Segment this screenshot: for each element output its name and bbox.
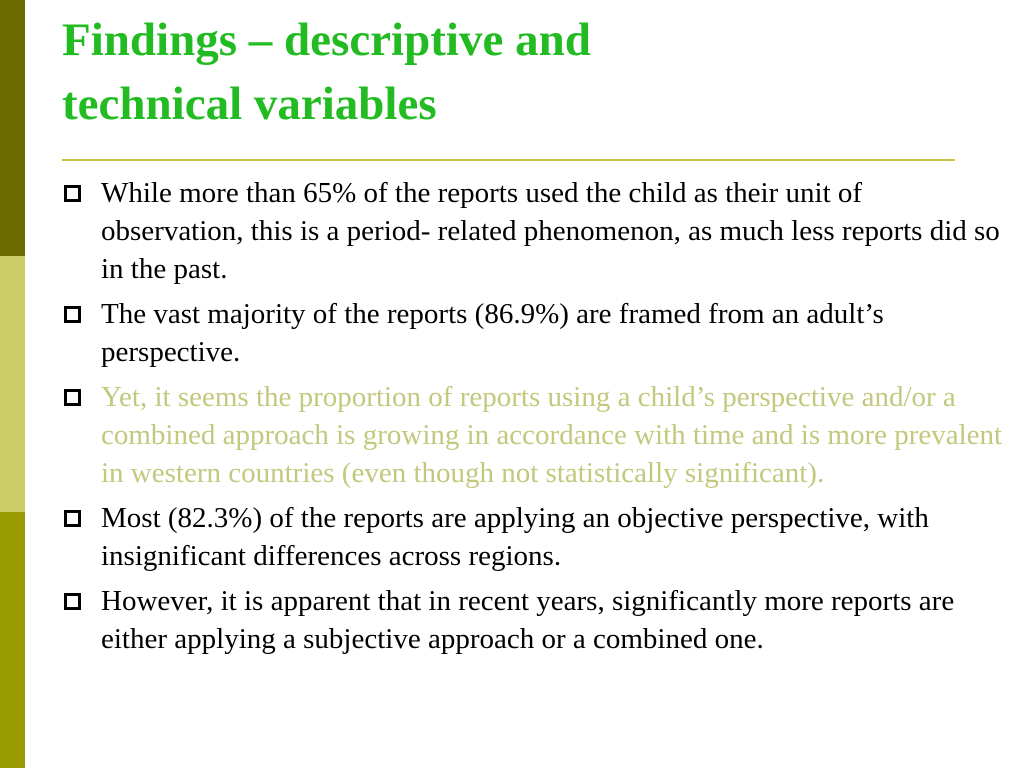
bullet-text: Most (82.3%) of the reports are applying an objective perspective, with insignificant differences across regions. [101,502,929,572]
sidebar-segment-middle [0,256,25,512]
bullet-item [64,174,1004,288]
square-bullet-icon [64,510,81,527]
bullet-item [64,582,1004,658]
bullet-text: While more than 65% of the reports used the child as their unit of observation, this is a period- related phenomenon, as much less reports did so in the past. [101,177,1000,285]
square-bullet-icon [64,389,81,406]
bullet-list [64,174,1004,665]
square-bullet-icon [64,306,81,323]
square-bullet-icon [64,185,81,202]
title-divider [62,159,955,161]
slide-title [62,8,982,136]
bullet-text: Yet, it seems the proportion of reports using a child’s perspective and/or a combined approach is growing in accordance with time and is more prevalent in western countries (even though not statistically significant). [101,381,1003,489]
bullet-item [64,499,1004,575]
slide-title-line-1: Findings – descriptive and [62,14,591,66]
bullet-item [64,378,1004,492]
bullet-item [64,295,1004,371]
sidebar-accent [0,0,25,768]
square-bullet-icon [64,593,81,610]
sidebar-segment-bottom [0,512,25,768]
bullet-text: The vast majority of the reports (86.9%) are framed from an adult’s perspective. [101,298,884,368]
sidebar-segment-top [0,0,25,256]
bullet-text: However, it is apparent that in recent years, significantly more reports are either applying a subjective approach or a combined one. [101,585,955,655]
slide-title-line-2: technical variables [62,78,437,130]
